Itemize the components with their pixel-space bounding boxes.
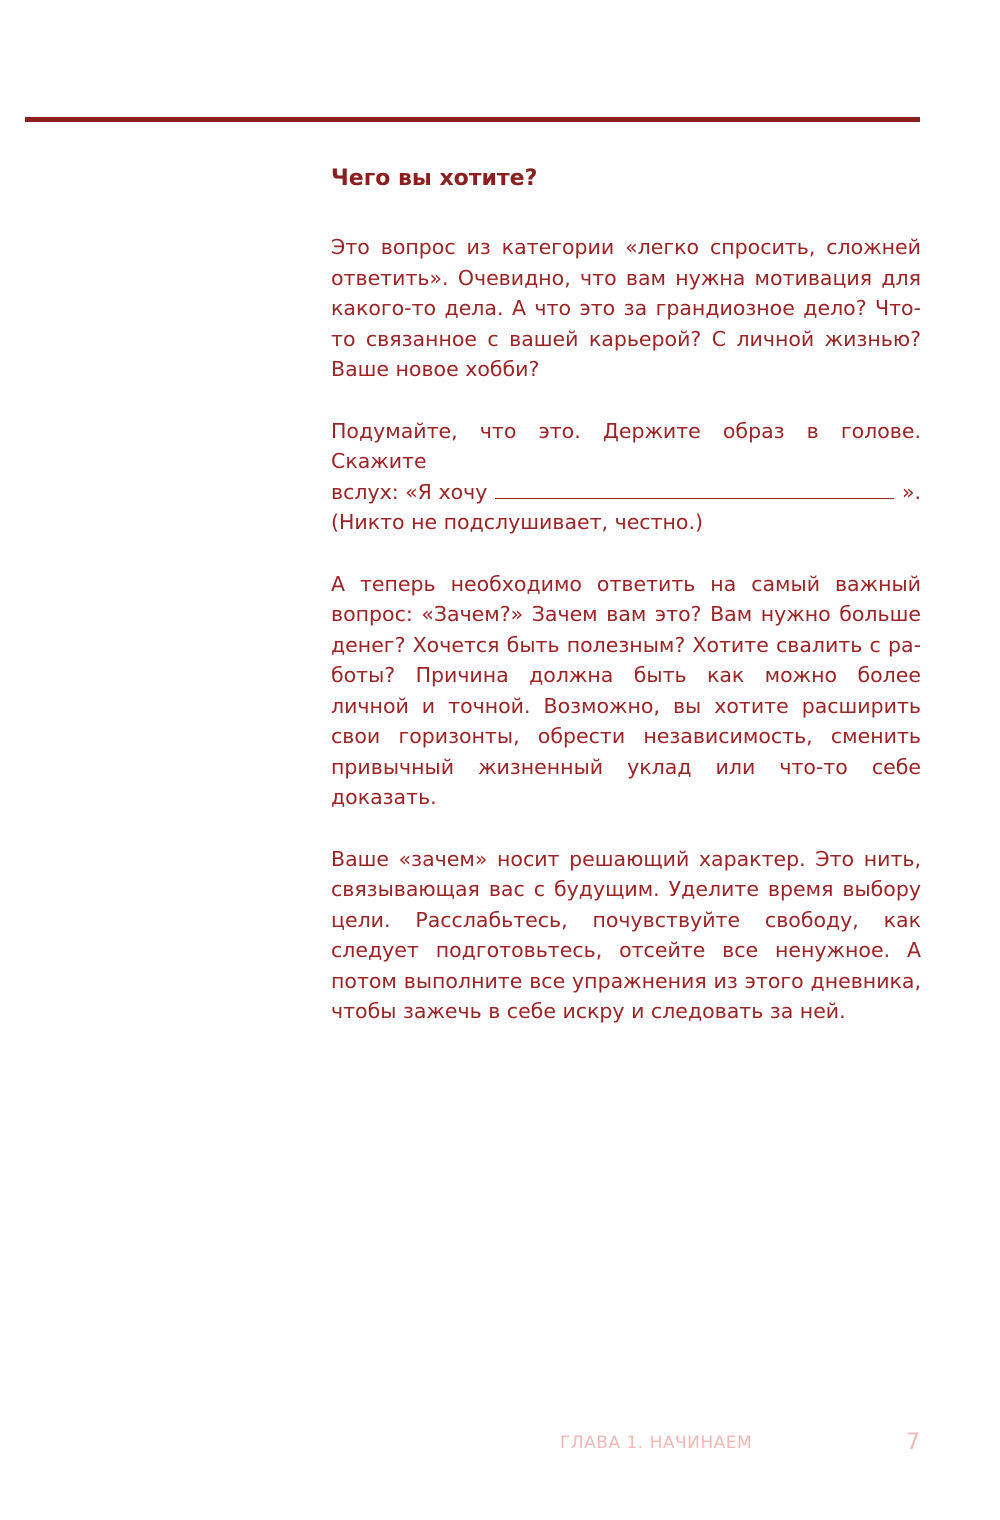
- section-heading: Чего вы хотите?: [331, 166, 538, 191]
- prompt-line-2: [331, 477, 921, 508]
- paragraph-conclusion: Ваше «зачем» носит решающий характер. Это нить, связывающая вас с будущим. Уделите время выбору цели. Расслабьтесь, почувствуйте свободу, как следует подготовьтесь, отсейте все ненужное. А потом выполните все упражнения из этого дневника, чтобы зажечь в себе искру и следовать за ней.: [331, 846, 921, 1023]
- paragraph-prompt: [331, 416, 921, 538]
- prompt-line-1: Подумайте, что это. Держите образ в голове. Скажите: [331, 418, 921, 473]
- paragraph-intro: Это вопрос из категории «легко спросить, сложней ответить». Очевидно, что вам нужна мотивация для какого-то дела. А что это за грандиозное дело? Что-то связанное с вашей карьерой? С личной жизнью? Ваше новое хобби?: [331, 235, 921, 381]
- answer-blank-line: [495, 484, 894, 499]
- prompt-end: ».: [901, 479, 921, 504]
- page-number: 7: [906, 1430, 920, 1455]
- prompt-start: вслух: «Я хочу: [331, 479, 488, 504]
- page-footer: [560, 1430, 920, 1456]
- prompt-line-3: (Никто не подслушивает, честно.): [331, 510, 703, 534]
- chapter-title: ГЛАВА 1. НАЧИНАЕМ: [560, 1433, 753, 1453]
- page-content: [331, 162, 921, 1027]
- top-rule: [25, 117, 920, 122]
- paragraph-why: А теперь необходимо ответить на самый важный вопрос: «Зачем?» Зачем вам это? Вам нужно больше денег? Хочется быть полезным? Хотите свалить с работы? Причина должна быть как можно более личной и точной. Возможно, вы хотите расширить свои горизонты, обрести независимость, сменить привычный жизненный уклад или что-то себе доказать.: [331, 571, 921, 809]
